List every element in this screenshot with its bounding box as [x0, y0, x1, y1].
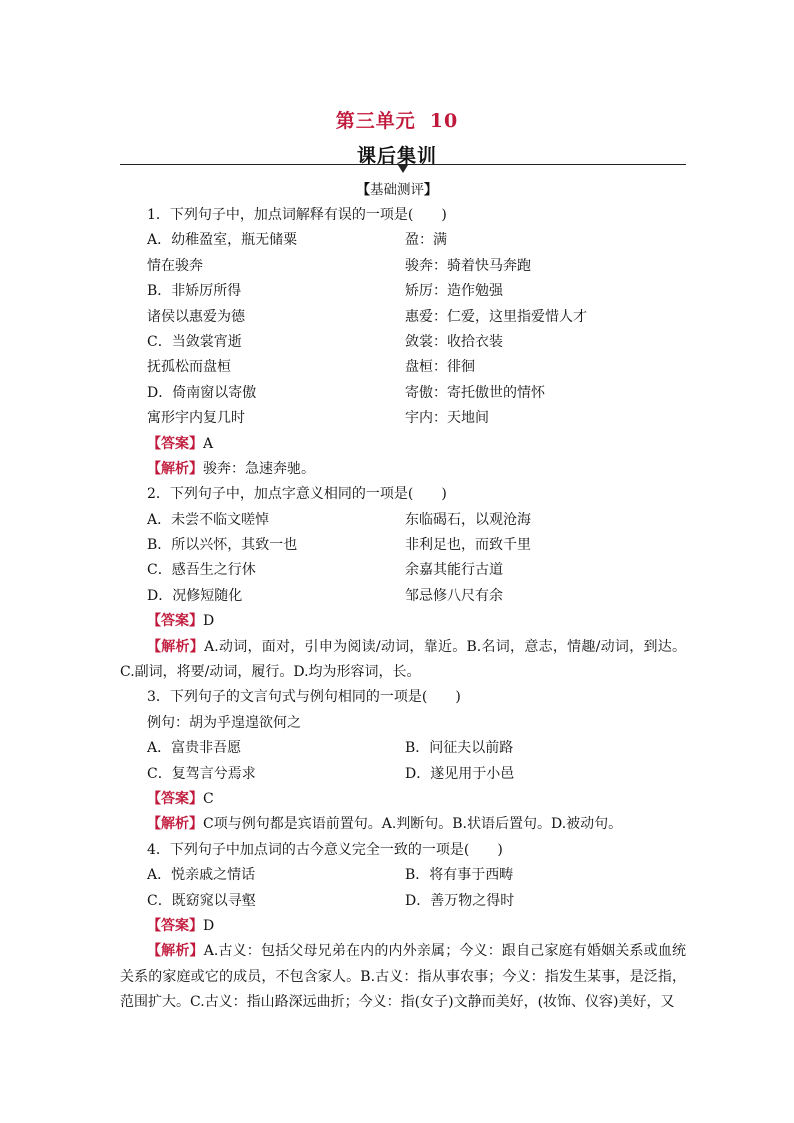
option-row: [120, 381, 686, 406]
analysis-text: A.古义：包括父母兄弟在内的内外亲属；今义：跟自己家庭有婚姻关系或血统关系的家庭或它的成员，不包含家人。B.古义：指从事农事；今义：指发生某事，是泛指，范围扩大。C.古义：指山路深远曲折；今义：指(女子)文静而美好，(妆饰、仪容)美好，又: [120, 943, 687, 1011]
option-row: [120, 736, 686, 761]
analysis-tag: 【解析】: [147, 638, 205, 655]
analysis-paragraph: [120, 939, 686, 1015]
answer-value: C: [203, 791, 214, 808]
option-right: 敛裳：收拾衣装: [405, 333, 503, 350]
option-right: D．善万物之得时: [405, 892, 515, 909]
option-right: D．遂见用于小邑: [405, 765, 515, 782]
option-left: C．复驾言兮焉求: [147, 765, 256, 782]
option-right: 余嘉其能行古道: [405, 562, 503, 579]
answer-line: [120, 914, 686, 939]
analysis-text: 骏奔：急速奔驰。: [203, 460, 315, 477]
option-right: B．问征夫以前路: [405, 740, 514, 757]
analysis-tag: 【解析】: [147, 816, 203, 833]
answer-line: [120, 432, 686, 457]
answer-line: [120, 787, 686, 812]
section-heading-label: 基础测评: [370, 182, 424, 198]
option-left: 寓形宇内复几时: [147, 410, 245, 427]
option-row: [120, 228, 686, 253]
answer-tag: 【答案】: [147, 791, 203, 808]
option-left: D．况修短随化: [147, 587, 243, 604]
option-row: [120, 508, 686, 533]
option-row: [120, 406, 686, 431]
analysis-text: C项与例句都是宾语前置句。A.判断句。B.状语后置句。D.被动句。: [203, 816, 623, 833]
option-row: [120, 762, 686, 787]
analysis-tag: 【解析】: [147, 943, 204, 960]
option-left: C．感吾生之行休: [147, 562, 256, 579]
option-right: B．将有事于西畴: [405, 867, 514, 884]
option-left: A．富贵非吾愿: [147, 740, 242, 757]
section-heading: 【基础测评】: [356, 182, 438, 198]
answer-line: [120, 609, 686, 634]
analysis-text: A.动词，面对，引申为阅读/动词，靠近。B.名词，意志，情趣/动词，到达。C.副词，将要/动词，履行。D.均为形容词，长。: [120, 638, 687, 681]
option-right: 非利足也，而致千里: [405, 537, 531, 554]
option-row: [120, 330, 686, 355]
option-left: C．既窈窕以寻壑: [147, 892, 256, 909]
option-right: 矫厉：造作勉强: [405, 283, 503, 300]
option-left: 抚孤松而盘桓: [147, 359, 231, 376]
example-sentence: 例句：胡为乎遑遑欲何之: [147, 714, 301, 731]
option-row: [120, 584, 686, 609]
question-stem: 2．下列句子中，加点字意义相同的一项是( ): [147, 486, 447, 503]
option-row: [120, 533, 686, 558]
option-left: A．未尝不临文嗟悼: [147, 511, 270, 528]
question-content: [120, 203, 686, 1016]
option-row: [120, 889, 686, 914]
option-left: 诸侯以惠爱为德: [147, 308, 245, 325]
option-right: 宇内：天地间: [405, 410, 489, 427]
option-row: [120, 254, 686, 279]
option-row: [120, 355, 686, 380]
page-subtitle: 课后集训: [356, 145, 437, 167]
option-row: [120, 305, 686, 330]
option-left: A．幼稚盈室，瓶无储粟: [147, 232, 298, 249]
option-left: 情在骏奔: [147, 257, 203, 274]
option-right: 寄傲：寄托傲世的情怀: [405, 384, 545, 401]
option-row: [120, 863, 686, 888]
option-right: 盈：满: [405, 232, 447, 249]
question-stem: 4．下列句子中加点词的古今意义完全一致的一项是( ): [147, 841, 503, 858]
option-right: 东临碣石，以观沧海: [405, 511, 531, 528]
answer-value: A: [203, 435, 214, 452]
option-left: D．倚南窗以寄傲: [147, 384, 257, 401]
analysis-paragraph: [120, 635, 686, 686]
divider-arrow-icon: [398, 165, 408, 173]
option-row: [120, 558, 686, 583]
answer-value: D: [203, 917, 215, 934]
option-left: B．非矫厉所得: [147, 283, 242, 300]
question-stem: 3．下列句子的文言句式与例句相同的一项是( ): [147, 689, 461, 706]
option-right: 盘桓：徘徊: [405, 359, 475, 376]
option-left: A．悦亲戚之情话: [147, 867, 256, 884]
analysis-line: [120, 457, 686, 482]
option-row: [120, 279, 686, 304]
unit-title: [0, 106, 794, 133]
analysis-line: [120, 812, 686, 837]
option-left: C．当敛裳宵逝: [147, 333, 242, 350]
answer-tag: 【答案】: [147, 917, 203, 934]
answer-value: D: [203, 613, 215, 630]
option-left: B．所以兴怀，其致一也: [147, 537, 298, 554]
analysis-tag: 【解析】: [147, 460, 203, 477]
option-right: 骏奔：骑着快马奔跑: [405, 257, 531, 274]
option-right: 惠爱：仁爱，这里指爱惜人才: [405, 308, 587, 325]
answer-tag: 【答案】: [147, 435, 203, 452]
unit-name: 第三单元: [335, 110, 416, 132]
lesson-number: 10: [429, 110, 459, 132]
question-stem: 1．下列句子中，加点词解释有误的一项是( ): [147, 207, 447, 223]
option-right: 邹忌修八尺有余: [405, 587, 503, 604]
answer-tag: 【答案】: [147, 613, 203, 630]
